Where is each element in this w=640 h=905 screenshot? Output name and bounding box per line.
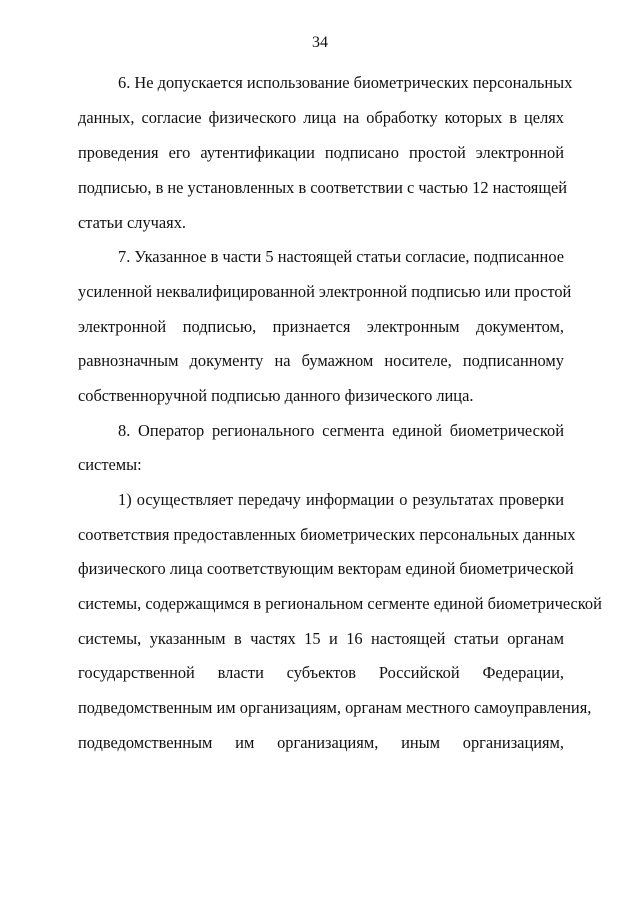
text-line: подписью, в не установленных в соответствии с частью 12 настоящей [78, 178, 567, 197]
text-line: подведомственным им организациям, иным организациям, [78, 733, 564, 752]
text-line: государственной власти субъектов Российской Федерации, [78, 663, 564, 682]
text-line: 7. Указанное в части 5 настоящей статьи согласие, подписанное [118, 247, 564, 266]
text-line: равнозначным документу на бумажном носителе, подписанному [78, 351, 564, 370]
text-line: 6. Не допускается использование биометрических персональных [118, 73, 573, 92]
text-line: 8. Оператор регионального сегмента единой биометрической [118, 421, 564, 440]
text-line: физического лица соответствующим векторам единой биометрической [78, 559, 574, 578]
text-line: подведомственным им организациям, органам местного самоуправления, [78, 698, 592, 717]
text-line: 1) осуществляет передачу информации о результатах проверки [118, 490, 564, 509]
text-line: статьи случаях. [78, 213, 186, 232]
page-number: 34 [312, 34, 328, 51]
text-line: данных, согласие физического лица на обработку которых в целях [78, 108, 564, 127]
text-line: электронной подписью, признается электронным документом, [78, 317, 564, 336]
text-line: проведения его аутентификации подписано простой электронной [78, 143, 564, 162]
text-line: системы, содержащимся в региональном сегменте единой биометрической [78, 594, 602, 613]
text-line: системы, указанным в частях 15 и 16 настоящей статьи органам [78, 629, 564, 648]
text-line: системы: [78, 455, 142, 474]
text-line: собственноручной подписью данного физического лица. [78, 386, 474, 405]
text-line: усиленной неквалифицированной электронной подписью или простой [78, 282, 572, 301]
text-line: соответствия предоставленных биометрических персональных данных [78, 525, 576, 544]
